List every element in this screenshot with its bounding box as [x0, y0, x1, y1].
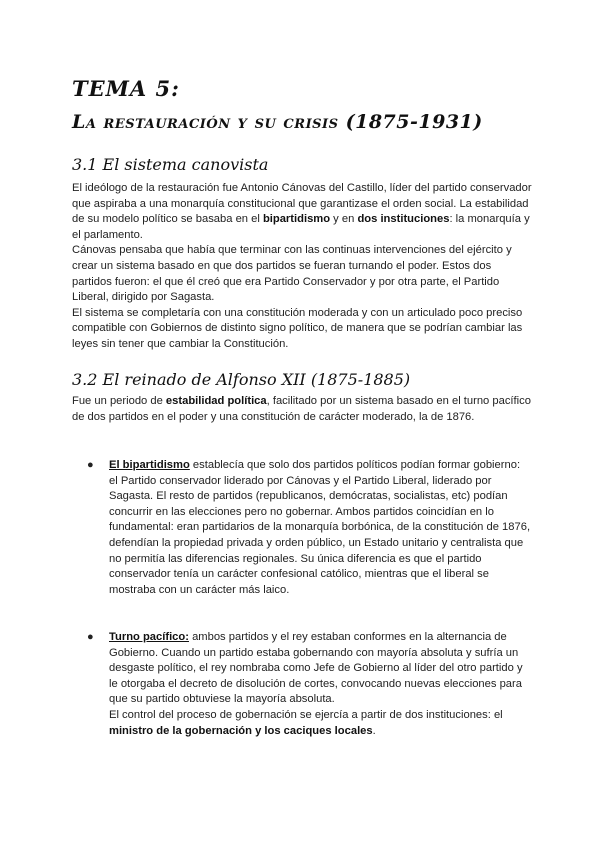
bullet-dot-icon: ●: [87, 631, 94, 643]
section1-body: [72, 181, 532, 353]
text-run: y en: [330, 213, 358, 226]
bullet-dot-icon: ●: [87, 459, 94, 471]
bullet-label-turno-pacifico: Turno pacífico:: [109, 631, 189, 643]
text-run: , facilitado por un sistema basado en el turno pacífico de dos partidos en el poder y una constitución de carácter moderado, la de 1876.: [72, 395, 531, 423]
bullet-text: [109, 458, 531, 598]
text-run: ambos partidos y el rey estaban conformes en la alternancia de Gobierno. Cuando un partido estaba gobernando con mayoría absoluta y sufría un desgaste político, el rey nombraba como Jefe de Gobierno al líder del otro partido y le otorgaba el decreto de disolución de cortes, convocando nuevas elecciones para que su partido obtuviese la mayoría absoluta.: [109, 631, 523, 706]
bullet-text: [109, 630, 531, 739]
bold-term-estabilidad: estabilidad política: [165, 395, 267, 407]
section1-paragraph1: [72, 181, 532, 243]
text-run: El control del proceso de gobernación se ejercía a partir de dos instituciones: el: [109, 708, 503, 721]
text-run: Fue un periodo de: [72, 395, 166, 407]
section2-heading: 3.2 El reinado de Alfonso XII (1875-1885): [72, 370, 411, 389]
text-run: .: [372, 724, 376, 737]
section1-paragraph2: Cánovas pensaba que había que terminar con las continuas intervenciones del ejército y crear un sistema basado en que dos partidos se fueran turnando el poder. Estos dos partidos fueron: el que él creó que era Partido Conservador y por otra parte, el Partido Liberal, dirigido por Sagasta.: [72, 244, 512, 304]
text-run: El ideólogo de la restauración fue Antonio Cánovas del Castillo, líder del partido conservador que aspiraba a una monarquía constitucional que garantizase el orden social. La estabilidad de su modelo político se basaba en el: [72, 182, 532, 226]
bold-term-dos-instituciones: dos instituciones: [357, 213, 450, 226]
bullet-paragraph: [109, 458, 531, 598]
text-run: : la monarquía y el parlamento.: [72, 213, 530, 241]
bold-term-bipartidismo: bipartidismo: [262, 213, 331, 226]
section1-paragraph3: El sistema se completaría con una constitución moderada y con un articulado poco preciso compatible con Gobiernos de distinto signo político, de manera que se podrían cambiar las leyes sin tener que cambiar la Constitución.: [72, 306, 523, 350]
text-run: establecía que solo dos partidos políticos podían formar gobierno: el Partido conservador liderado por Cánovas y el Partido Liberal, liderado por Sagasta. El resto de partidos (republicanos, demócratas, socialistas, etc) podían concurrir en las elecciones pero no gobernar. Ambos partidos coincidían en lo fundamental: eran partidarios de la monarquía borbónica, de la constitución de 1876, defendían la propiedad privada y orden público, un Estado unitario y centralista que no permitía las diferencias regionales. Su única diferencia es que el partido conservador tenía un carácter confesional católico, mientras que el liberal se mostraba con un carácter más laico.: [109, 459, 531, 596]
bullet-paragraph: [109, 630, 531, 708]
document-title-line2: La restauración y su crisis (1875-1931): [72, 111, 483, 133]
section2-paragraph1: [72, 394, 532, 425]
bullet-label-bipartidismo: El bipartidismo: [109, 459, 190, 471]
document-title-line1: TEMA 5:: [72, 76, 180, 101]
section1-heading: 3.1 El sistema canovista: [72, 155, 269, 174]
section2-intro: [72, 394, 532, 425]
bullet-item: [87, 458, 531, 598]
bold-term-ministro: ministro de la gobernación y los caciques locales: [109, 724, 373, 737]
bullet-item: [87, 630, 531, 739]
bullet-paragraph-extra: [109, 708, 531, 739]
